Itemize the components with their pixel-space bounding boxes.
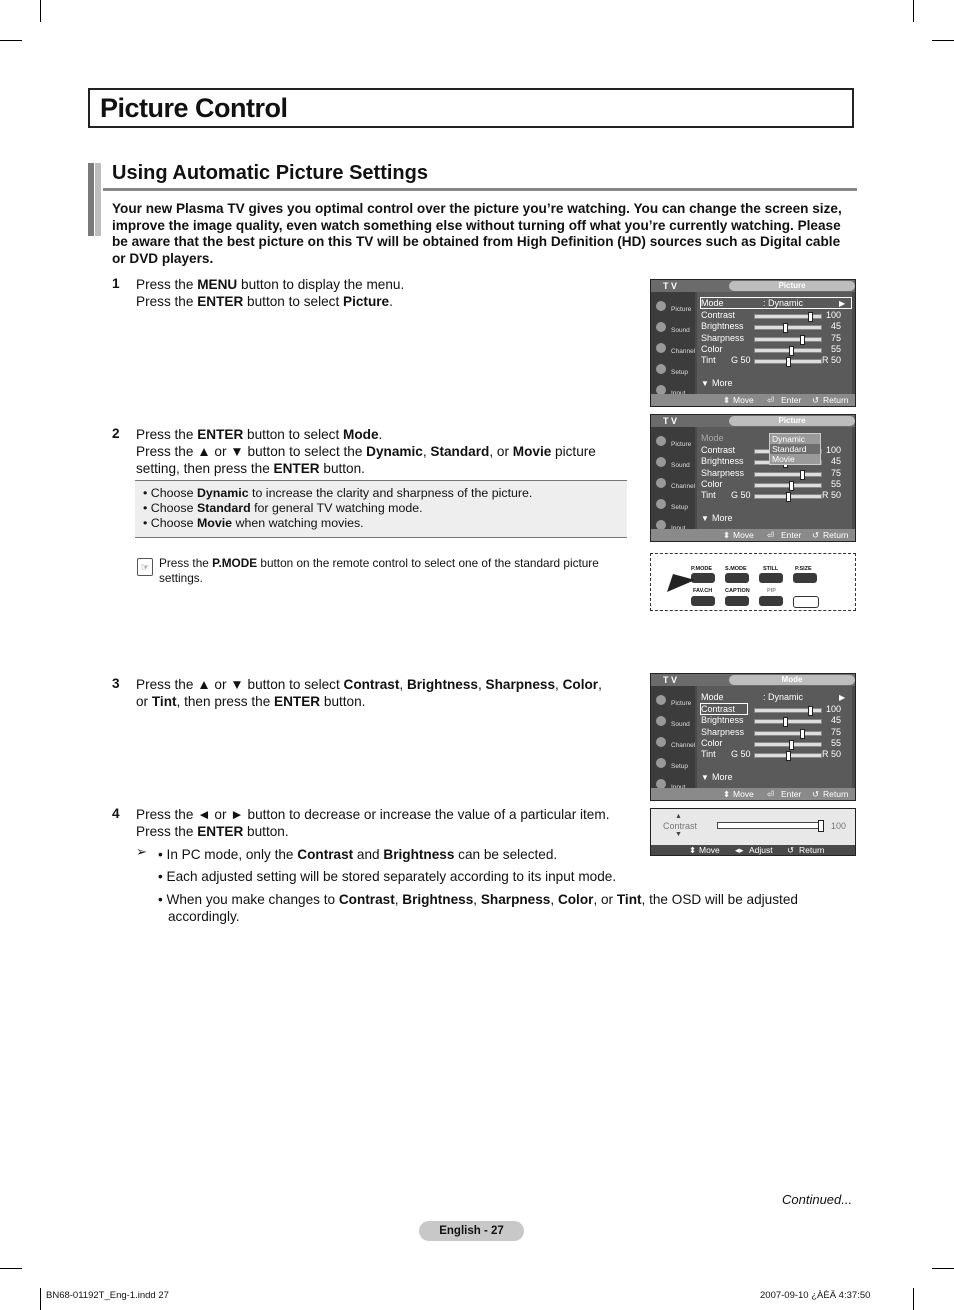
osd-more: More <box>712 772 733 782</box>
contrast-value: 100 <box>831 821 847 831</box>
menu-icon <box>656 695 666 705</box>
slider-knob <box>800 470 805 480</box>
osd-item-value: 100 <box>825 445 841 455</box>
osd-item-label: Sharpness <box>701 726 745 737</box>
step-line: Press the MENU button to display the menu. <box>136 277 405 292</box>
osd-slider <box>754 472 822 477</box>
intro-text: Your new Plasma TV gives you optimal control over the picture you’re watching. You can change the screen size, improve the image quality, even watch something else without turning off what you’re currently watching. Please be aware that the best picture on this TV will be obtained from High Definition (HD) sources such as Digital cable or DVD players. <box>112 201 842 266</box>
osd-tab: Mode <box>729 675 855 685</box>
remote-label: STILL <box>763 566 779 572</box>
enter-label: Enter <box>781 395 802 405</box>
caption-button <box>725 596 749 606</box>
osd-item-label: Tint <box>701 490 716 501</box>
triangle-up-icon: ▲ <box>675 813 682 820</box>
osd-slider <box>754 708 822 713</box>
osd-side-item <box>653 340 696 358</box>
step-line: Press the ENTER button. <box>136 824 289 839</box>
osd-item-value: R 50 <box>821 749 841 760</box>
osd-item-value: 55 <box>830 478 841 489</box>
move-label: Move <box>733 789 754 799</box>
menu-icon <box>656 322 666 332</box>
osd-sidebar <box>651 427 695 529</box>
hand-icon: ☞ <box>137 558 153 576</box>
leftright-icon: ◂▸ <box>735 845 744 855</box>
note-line: • Choose Movie when watching movies. <box>143 516 364 530</box>
osd-item-label: Color <box>701 343 723 354</box>
osd-mode-value: : Dynamic <box>763 692 804 702</box>
osd-item-value: 75 <box>830 467 841 478</box>
dropdown-option: Dynamic <box>772 434 806 444</box>
page-number: English - 27 <box>419 1221 524 1241</box>
footer-right: 2007-09-10 ¿ÀÈÄ 4:37:50 <box>760 1290 871 1301</box>
step-line: Press the ▲ or ▼ button to select the Dynamic, Standard, or Movie picture setting, then press the ENTER button. <box>136 444 596 476</box>
continued-text: Continued... <box>782 1192 853 1207</box>
osd-bottom-bar <box>651 788 855 800</box>
adjust-label: Adjust <box>749 845 773 855</box>
step-text <box>136 806 636 840</box>
triangle-down-icon: ▼ <box>701 773 709 782</box>
osd-side-item <box>653 734 696 752</box>
osd-item-label: Tint <box>701 355 716 366</box>
updown-icon: ⬍ <box>723 395 731 405</box>
osd-item-label: Brightness <box>701 321 744 332</box>
slider-knob <box>783 717 788 727</box>
osd-side-label: Picture <box>671 306 692 313</box>
note-line: • Choose Standard for general TV watching mode. <box>143 501 423 515</box>
osd-side-label: Channel <box>671 483 696 490</box>
osd-side-item <box>653 755 693 773</box>
osd-more: More <box>712 378 733 388</box>
crop-mark <box>932 1268 954 1269</box>
osd-side-label: Sound <box>671 721 690 728</box>
remote-label: S.MODE <box>725 566 747 572</box>
osd-side-item <box>653 433 693 451</box>
step-number: 2 <box>112 426 120 441</box>
updown-icon: ⬍ <box>689 845 697 855</box>
move-label: Move <box>733 395 754 405</box>
slider-knob <box>786 751 791 761</box>
osd-item-label: Tint <box>701 749 716 760</box>
return-icon: ↺ <box>812 789 820 799</box>
osd-sidebar <box>651 292 695 394</box>
crop-mark <box>932 40 954 41</box>
triangle-right-icon: ▶ <box>839 299 846 308</box>
move-label: Move <box>699 845 720 855</box>
osd-mode-label: Mode <box>701 433 724 443</box>
slider-knob <box>818 820 824 832</box>
osd-side-label: Setup <box>671 504 688 511</box>
remote-control-image <box>650 553 856 611</box>
osd-mode-label: Mode <box>701 298 724 308</box>
note-line: • In PC mode, only the Contrast and Brightness can be selected. <box>158 847 558 862</box>
return-label: Return <box>799 845 825 855</box>
contrast-bottom-bar <box>651 845 855 855</box>
tip-text: Press the P.MODE button on the remote control to select one of the standard picture settings. <box>159 556 599 585</box>
section-bar <box>95 163 101 236</box>
osd-slider <box>754 483 822 488</box>
smode-button <box>725 573 749 583</box>
osd-item-label: Color <box>701 737 723 748</box>
osd-side-item <box>653 692 693 710</box>
remote-label: FAV.CH <box>693 588 713 594</box>
osd-tv-label: T V <box>663 281 678 291</box>
arrow-note-icon: ➢ <box>136 844 147 859</box>
osd-item-label: Contrast <box>701 310 736 320</box>
move-label: Move <box>733 530 754 540</box>
osd-item-value: 55 <box>830 343 841 354</box>
crop-mark <box>913 1288 914 1310</box>
menu-icon <box>656 499 666 509</box>
osd-slider <box>754 719 822 724</box>
slider-knob <box>786 492 791 502</box>
osd-item-label: Brightness <box>701 456 744 467</box>
osd-bottom-bar <box>651 394 855 406</box>
osd-mode-menu <box>650 673 856 801</box>
osd-tv-label: T V <box>663 675 678 685</box>
osd-side-label: Channel <box>671 348 696 355</box>
slider-knob <box>789 346 794 356</box>
osd-tab: Picture <box>729 281 855 291</box>
osd-slider <box>754 731 822 736</box>
osd-slider <box>754 494 822 499</box>
osd-contrast-adjust <box>650 808 856 856</box>
step-line: Press the ▲ or ▼ button to select Contrast, Brightness, Sharpness, Color, or Tint, then press the ENTER button. <box>136 677 602 709</box>
step4-notes <box>158 844 848 925</box>
osd-item-left: G 50 <box>731 749 751 760</box>
osd-item-label: Sharpness <box>701 467 745 478</box>
slider-knob <box>808 312 813 322</box>
osd-item-value: 45 <box>830 456 841 467</box>
remote-label: PIP <box>767 588 776 594</box>
slider-knob <box>783 323 788 333</box>
osd-side-item <box>653 454 693 472</box>
osd-mode-value: : Dynamic <box>763 298 804 308</box>
triangle-down-icon: ▼ <box>675 831 682 838</box>
step-number: 1 <box>112 276 120 291</box>
return-icon: ↺ <box>812 395 820 405</box>
pip-button <box>759 596 783 606</box>
remote-label: P.SIZE <box>795 566 812 572</box>
osd-side-item <box>653 475 696 493</box>
menu-icon <box>656 758 666 768</box>
chevron-up-icon <box>793 596 819 608</box>
step-text <box>136 426 614 477</box>
osd-side-label: Sound <box>671 462 690 469</box>
osd-slider <box>754 337 822 342</box>
osd-side-item <box>653 361 693 379</box>
osd-mode-dropdown-list <box>769 433 821 465</box>
slider-knob <box>800 729 805 739</box>
triangle-down-icon: ▼ <box>701 514 709 523</box>
osd-tv-label: T V <box>663 416 678 426</box>
osd-slider <box>754 325 822 330</box>
osd-more: More <box>712 513 733 523</box>
crop-mark <box>40 1288 41 1310</box>
step-line: Press the ◄ or ► button to decrease or increase the value of a particular item. <box>136 807 610 822</box>
triangle-right-icon: ▶ <box>839 693 846 702</box>
contrast-slider <box>717 822 823 829</box>
osd-item-left: G 50 <box>731 355 751 366</box>
note-line: • When you make changes to Contrast, Brightness, Sharpness, Color, or Tint, the OSD will be adjusted accordingly. <box>158 892 798 924</box>
enter-icon: ⏎ <box>767 789 775 799</box>
osd-slider <box>754 314 822 319</box>
osd-item-value: 55 <box>830 737 841 748</box>
osd-mode-label: Mode <box>701 692 724 702</box>
osd-item-value: 100 <box>825 310 841 320</box>
osd-side-item <box>653 713 693 731</box>
still-button <box>759 573 783 583</box>
note-line: • Choose Dynamic to increase the clarity and sharpness of the picture. <box>143 486 533 500</box>
step-number: 3 <box>112 676 120 691</box>
remote-label: CAPTION <box>725 588 750 594</box>
osd-item-label: Contrast <box>701 445 736 455</box>
osd-slider <box>754 359 822 364</box>
osd-side-label: Channel <box>671 742 696 749</box>
osd-slider <box>754 348 822 353</box>
section-rule <box>103 188 857 191</box>
mode-notes-box <box>135 480 627 538</box>
remote-label: P.MODE <box>691 566 712 572</box>
osd-side-item <box>653 319 693 337</box>
osd-item-value: 75 <box>830 332 841 343</box>
osd-item-value: 45 <box>830 715 841 726</box>
osd-item-value: 75 <box>830 726 841 737</box>
enter-label: Enter <box>781 530 802 540</box>
osd-side-label: Picture <box>671 441 692 448</box>
osd-side-label: Sound <box>671 327 690 334</box>
osd-side-label: Setup <box>671 369 688 376</box>
return-label: Return <box>823 530 849 540</box>
slider-knob <box>786 357 791 367</box>
return-icon: ↺ <box>787 845 795 855</box>
step-line: Press the ENTER button to select Mode. <box>136 427 383 442</box>
section-title: Using Automatic Picture Settings <box>112 162 428 184</box>
menu-icon <box>656 457 666 467</box>
slider-knob <box>789 481 794 491</box>
triangle-down-icon: ▼ <box>701 379 709 388</box>
page-title-box <box>88 88 854 128</box>
menu-icon <box>656 364 666 374</box>
osd-slider <box>754 742 822 747</box>
osd-side-label: Setup <box>671 763 688 770</box>
return-icon: ↺ <box>812 530 820 540</box>
osd-side-label: Picture <box>671 700 692 707</box>
osd-slider <box>754 753 822 758</box>
psize-button <box>793 573 817 583</box>
osd-item-value: 45 <box>830 321 841 332</box>
osd-item-label: Contrast <box>701 704 736 714</box>
osd-picture-menu <box>650 279 856 407</box>
slider-knob <box>808 706 813 716</box>
crop-mark <box>0 1268 22 1269</box>
osd-side-item <box>653 496 693 514</box>
osd-item-value: 100 <box>825 704 841 714</box>
note-line: • Each adjusted setting will be stored separately according to its input mode. <box>158 869 617 884</box>
menu-icon <box>656 737 666 747</box>
crop-mark <box>40 0 41 22</box>
osd-item-value: R 50 <box>821 355 841 366</box>
return-label: Return <box>823 395 849 405</box>
menu-icon <box>656 716 666 726</box>
menu-icon <box>656 436 666 446</box>
osd-item-left: G 50 <box>731 490 751 501</box>
updown-icon: ⬍ <box>723 530 731 540</box>
section-bar <box>88 163 94 236</box>
osd-mode-dropdown <box>650 414 856 542</box>
osd-bottom-bar <box>651 529 855 541</box>
enter-icon: ⏎ <box>767 530 775 540</box>
slider-knob <box>800 335 805 345</box>
page-title: Picture Control <box>100 93 288 123</box>
osd-item-label: Brightness <box>701 715 744 726</box>
crop-mark <box>0 40 22 41</box>
dropdown-option: Movie <box>772 454 795 464</box>
updown-icon: ⬍ <box>723 789 731 799</box>
dropdown-option: Standard <box>770 444 820 454</box>
menu-icon <box>656 301 666 311</box>
osd-tab: Picture <box>729 416 855 426</box>
crop-mark <box>913 0 914 22</box>
step-line: Press the ENTER button to select Picture. <box>136 294 393 309</box>
contrast-label: Contrast <box>663 821 698 831</box>
osd-side-item <box>653 298 693 316</box>
step-text <box>136 276 606 310</box>
menu-icon <box>656 343 666 353</box>
osd-item-label: Color <box>701 478 723 489</box>
footer-left: BN68-01192T_Eng-1.indd 27 <box>46 1290 169 1301</box>
menu-icon <box>656 478 666 488</box>
osd-item-value: R 50 <box>821 490 841 501</box>
osd-item-label: Sharpness <box>701 332 745 343</box>
enter-label: Enter <box>781 789 802 799</box>
pointer-arrow-icon <box>667 570 697 600</box>
enter-icon: ⏎ <box>767 395 775 405</box>
return-label: Return <box>823 789 849 799</box>
step-text <box>136 676 616 710</box>
osd-sidebar <box>651 686 695 788</box>
slider-knob <box>789 740 794 750</box>
step-number: 4 <box>112 806 120 821</box>
